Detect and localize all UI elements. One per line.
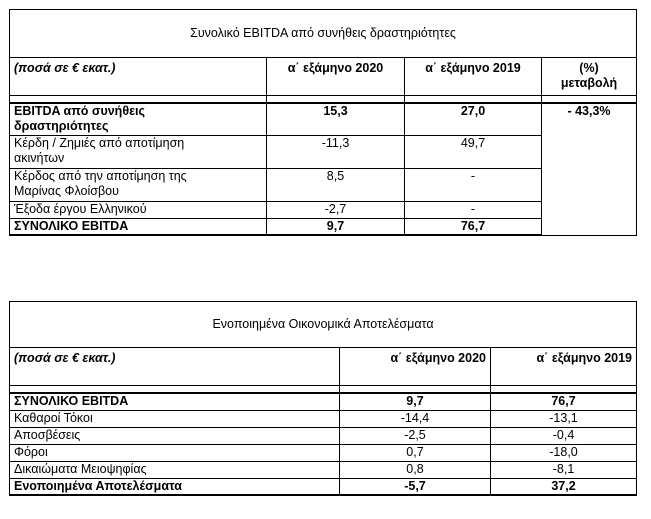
total-label: ΣΥΝΟΛΙΚΟ EBITDA (10, 218, 267, 235)
table-row (10, 103, 637, 135)
ebitda-header-2019: α΄ εξάμηνο 2019 (405, 58, 542, 96)
table-row (10, 444, 637, 461)
row-label: Κέρδος από την αποτίμηση της Μαρίνας Φλοίσβου (10, 168, 267, 201)
ebitda-header-change-line2: μεταβολή (560, 76, 618, 90)
row-label: Έξοδα έργου Ελληνικού (10, 201, 267, 218)
row-value-2020: -2,7 (267, 201, 405, 218)
total-value-2020: -5,7 (340, 478, 491, 495)
ebitda-spacer-row (10, 96, 637, 104)
consolidated-header-units: (ποσά σε € εκατ.) (10, 348, 340, 386)
total-label: Ενοποιημένα Αποτελέσματα (10, 478, 340, 495)
consolidated-header-2020: α΄ εξάμηνο 2020 (340, 348, 491, 386)
row-value-change: - 43,3% (542, 103, 637, 235)
total-value-2019: 37,2 (491, 478, 637, 495)
consolidated-results-table (9, 301, 637, 496)
table-row (10, 427, 637, 444)
row-value-2019: 76,7 (491, 393, 637, 410)
row-label: EBITDA από συνήθεις δραστηριότητες (10, 103, 267, 135)
ebitda-header-change-line1: (%) (579, 61, 599, 75)
total-row (10, 478, 637, 495)
consolidated-spacer-row (10, 386, 637, 394)
total-value-2020: 9,7 (267, 218, 405, 235)
row-value-2020: 9,7 (340, 393, 491, 410)
ebitda-header-2020: α΄ εξάμηνο 2020 (267, 58, 405, 96)
ebitda-table-title: Συνολικό EBITDA από συνήθεις δραστηριότητες (10, 10, 637, 58)
table-row (10, 410, 637, 427)
row-value-2020: 0,8 (340, 461, 491, 478)
row-value-2020: 15,3 (267, 103, 405, 135)
row-label: Αποσβέσεις (10, 427, 340, 444)
row-value-2019: - (405, 168, 542, 201)
row-label: ΣΥΝΟΛΙΚΟ EBITDA (10, 393, 340, 410)
row-value-2019: -8,1 (491, 461, 637, 478)
row-value-2019: 27,0 (405, 103, 542, 135)
row-value-2019: - (405, 201, 542, 218)
total-value-2019: 76,7 (405, 218, 542, 235)
row-label: Κέρδη / Ζημιές από αποτίμηση ακινήτων (10, 135, 267, 168)
ebitda-header-units: (ποσά σε € εκατ.) (10, 58, 267, 96)
row-value-2020: -2,5 (340, 427, 491, 444)
ebitda-header-change (542, 58, 637, 96)
table-row (10, 461, 637, 478)
row-value-2019: -0,4 (491, 427, 637, 444)
ebitda-table (9, 9, 637, 236)
table-row (10, 393, 637, 410)
row-value-2020: 0,7 (340, 444, 491, 461)
row-value-2019: -18,0 (491, 444, 637, 461)
row-value-2020: 8,5 (267, 168, 405, 201)
row-label: Φόροι (10, 444, 340, 461)
row-value-2019: -13,1 (491, 410, 637, 427)
row-label: Δικαιώματα Μειοψηφίας (10, 461, 340, 478)
row-value-2019: 49,7 (405, 135, 542, 168)
row-value-2020: -14,4 (340, 410, 491, 427)
row-label: Καθαροί Τόκοι (10, 410, 340, 427)
consolidated-table-title: Ενοποιημένα Οικονομικά Αποτελέσματα (10, 302, 637, 348)
row-value-2020: -11,3 (267, 135, 405, 168)
consolidated-header-2019: α΄ εξάμηνο 2019 (491, 348, 637, 386)
